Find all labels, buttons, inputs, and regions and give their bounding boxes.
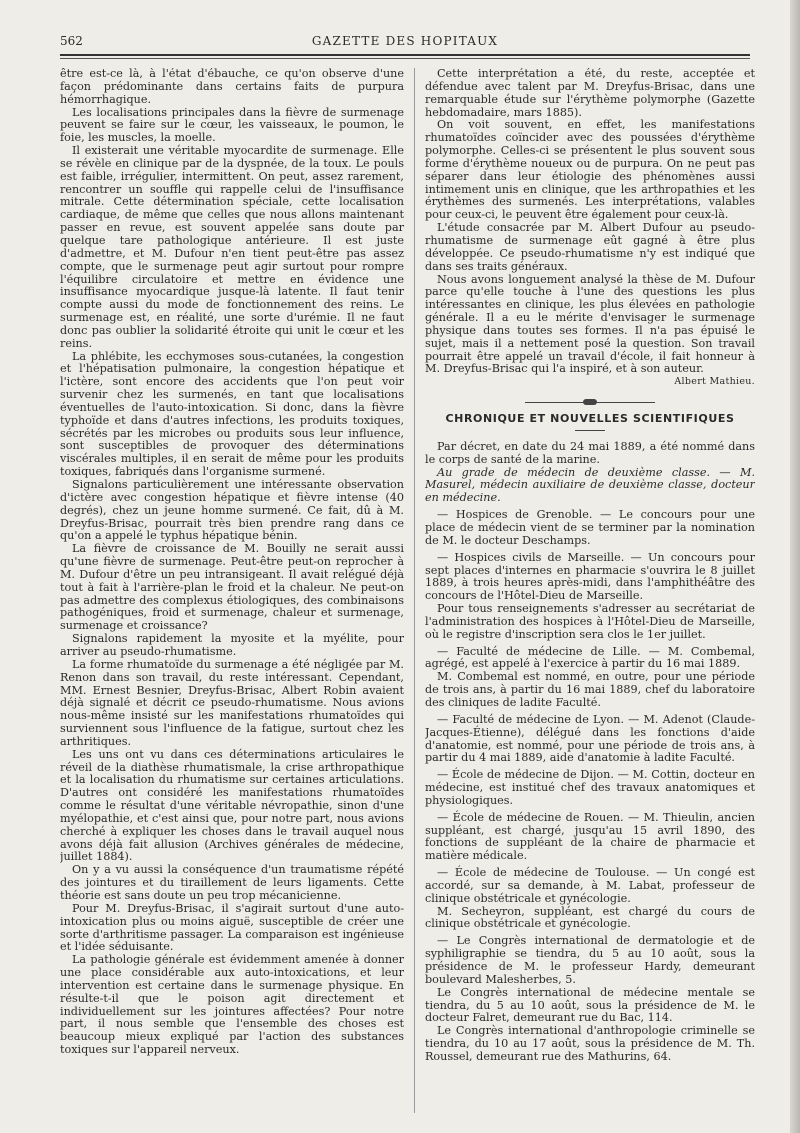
news-item: Au grade de médecin de deuxième classe. — M. Masurel, médecin auxiliaire de deuxième classe, docteur en médecine. — [425, 465, 755, 505]
paragraph: La fièvre de croissance de M. Bouilly ne serait aussi qu'une fièvre de surmenage. Peut-être peut-on reprocher à M. Dufour d'être un peu intransigeant. Il avait relégué déjà tout à fait à l'arrière-plan le froid et la chaleur. Ne peut-on pas admettre des complexus étiologiques, des combinaisons pathogéniques, froid et surmenage, chaleur et surmenage, surmenage et croissance? — [60, 542, 404, 633]
title-underline — [575, 430, 605, 431]
paragraph: Nous avons longuement analysé la thèse de M. Dufour parce qu'elle touche à l'une des questions les plus intéressantes en clinique, les plus élevées en pathologie générale. Il a eu le mérite d'envisager le surmenage physique dans toutes ses formes. Il n'a pas épuisé le sujet, mais il a nettement posé la question. Son travail pourrait être appelé un travail d'école, il fait honneur à M. Dreyfus-Brisac qui l'a inspiré, et à son auteur. — [425, 272, 755, 376]
paragraph: On y a vu aussi la conséquence d'un traumatisme répété des jointures et du tiraillement de leurs ligaments. Cette théorie est sans doute un peu trop mécanicienne. — [60, 863, 404, 902]
paragraph: L'étude consacrée par M. Albert Dufour au pseudo-rhumatisme de surmenage eût gagné à être plus développée. Ce pseudo-rhumatisme n'y est indiqué que dans ses traits généraux. — [425, 221, 755, 273]
journal-title: GAZETTE DES HOPITAUX — [311, 34, 499, 48]
column-divider — [414, 68, 415, 1113]
news-item: — Faculté de médecine de Lille. — M. Combemal, agrégé, est appelé à l'exercice à partir du 16 mai 1889. — [425, 644, 755, 671]
paragraph: Signalons particulièrement une intéressante observation d'ictère avec congestion hépatique et fièvre intense (40 degrés), chez un jeune homme surmené. Ce fait, dû à M. Dreyfus-Brisac, pourrait très bien prendre rang dans ce qu'on a appelé le typhus hépatique bénin. — [60, 478, 404, 543]
header-rule-thin — [60, 58, 750, 59]
news-item: — Hospices civils de Marseille. — Un concours pour sept places d'internes en pharmacie s'ouvrira le 8 juillet 1889, à trois heures après-midi, dans l'amphithéâtre des concours de l'Hôtel-Dieu de Marseille. — [425, 550, 755, 603]
page-edge — [790, 0, 800, 1133]
paragraph: On voit souvent, en effet, les manifestations rhumatoïdes coïncider avec des poussées d'érythème polymorphe. Celles-ci se présentent le plus souvent sous forme d'érythème noueux ou de purpura. On ne peut pas séparer dans leur étiologie des phénomènes aussi intimement unis en clinique, que les arthropathies et les érythèmes des surmenés. Les interprétations, valables pour ceux-ci, le peuvent être également pour ceux-là. — [425, 118, 755, 222]
header-rule — [60, 54, 750, 56]
paragraph: être est-ce là, à l'état d'ébauche, ce qu'on observe d'une façon prédominante dans certains faits de purpura hémorrhagique. — [60, 68, 404, 106]
left-column — [60, 68, 404, 1118]
paragraph: Signalons rapidement la myosite et la myélite, pour arriver au pseudo-rhumatisme. — [60, 632, 404, 658]
page-number: 562 — [60, 34, 83, 48]
paragraph: Les localisations principales dans la fièvre de surmenage peuvent se faire sur le cœur, les vaisseaux, le poumon, le foie, les muscles, la moelle. — [60, 105, 404, 145]
news-item: — Hospices de Grenoble. — Le concours pour une place de médecin vient de se terminer par la nomination de M. le docteur Deschamps. — [425, 508, 755, 547]
news-item: — École de médecine de Toulouse. — Un congé est accordé, sur sa demande, à M. Labat, professeur de clinique obstétricale et gynécologie. — [425, 866, 755, 905]
paragraph: La pathologie générale est évidemment amenée à donner une place considérable aux auto-intoxications, et leur intervention est certaine dans le surmenage physique. En résulte-t-il que le poison agit directement et individuellement sur les jointures affectées? Pour notre part, il nous semble que l'ensemble des choses est beaucoup mieux expliqué par l'action des substances toxiques sur l'appareil nerveux. — [60, 953, 404, 1057]
paragraph: Il existerait une véritable myocardite de surmenage. Elle se révèle en clinique par de la dyspnée, de la toux. Le pouls est faible, irrégulier, intermittent. On peut, assez rarement, rencontrer un souffle qui rappelle celui de l'insuffisance mitrale. Cette détermination spéciale, cette localisation cardiaque, de même que celles que nous allons maintenant passer en revue, est souvent appelée sans doute par quelque tare pathologique antérieure. Il est juste d'admettre, et M. Dufour n'en tient peut-être pas assez compte, que le surmenage peut agir surtout pour rompre l'équilibre circulatoire et mettre en évidence une insuffisance myocardique jusque-là latente. Il faut tenir compte aussi du mode de fonctionnement des reins. Le surmenage est, en réalité, une sorte d'urémie. Il ne faut donc pas oublier la solidarité étroite qui unit le cœur et les reins. — [60, 144, 404, 350]
news-item: — Le Congrès international de dermatologie et de syphiligraphie se tiendra, du 5 au 10 août, sous la présidence de M. le professeur Hardy, demeurant boulevard Malesherbes, 5. — [425, 934, 755, 986]
section-ornament — [525, 399, 655, 405]
news-item: Le Congrès international de médecine mentale se tiendra, du 5 au 10 août, sous la présidence de M. le docteur Falret, demeurant rue du Bac, 114. — [425, 985, 755, 1025]
paragraph: Pour M. Dreyfus-Brisac, il s'agirait surtout d'une auto-intoxication plus ou moins aiguë, susceptible de créer une sorte d'arthritisme passager. La comparaison est ingénieuse et l'idée séduisante. — [60, 901, 404, 954]
paragraph: Les uns ont vu dans ces déterminations articulaires le réveil de la diathèse rhumatismale, la crise arthropathique et la localisation du rhumatisme sur certaines articulations. D'autres ont considéré les manifestations rhumatoïdes comme le résultat d'une véritable névropathie, sinon d'une myélopathie, et c'est ainsi que, pour notre part, nous avions cherché à expliquer les choses dans le travail auquel nous avons déjà fait allusion (Archives générales de médecine, juillet 1884). — [60, 747, 404, 864]
news-item: — École de médecine de Dijon. — M. Cottin, docteur en médecine, est institué chef des travaux anatomiques et physiologiques. — [425, 768, 755, 807]
news-item: M. Combemal est nommé, en outre, pour une période de trois ans, à partir du 16 mai 1889, chef du laboratoire des cliniques de ladite Faculté. — [425, 670, 755, 709]
page-header — [60, 32, 750, 52]
section-title: CHRONIQUE ET NOUVELLES SCIENTIFIQUES — [445, 412, 735, 426]
news-item: — Faculté de médecine de Lyon. — M. Adenot (Claude-Jacques-Étienne), délégué dans les fonctions d'aide d'anatomie, est nommé, pour une période de trois ans, à partir du 4 mai 1889, aide d'anatomie à ladite Faculté. — [425, 712, 755, 765]
news-item: — École de médecine de Rouen. — M. Thieulin, ancien suppléant, est chargé, jusqu'au 15 avril 1890, des fonctions de suppléant de la chaire de pharmacie et matière médicale. — [425, 810, 755, 863]
paragraph: La forme rhumatoïde du surmenage a été négligée par M. Renon dans son travail, du reste intéressant. Cependant, MM. Ernest Besnier, Dreyfus-Brisac, Albert Robin avaient déjà signalé et décrit ce pseudo-rhumatisme. Nous avions nous-même insisté sur les manifestations rhumatoïdes qui surviennent sous l'influence de la fatigue, surtout chez les arthritiques. — [60, 657, 404, 748]
news-item: Le Congrès international d'anthropologie criminelle se tiendra, du 10 au 17 août, sous la présidence de M. Th. Roussel, demeurant rue des Mathurins, 64. — [425, 1024, 755, 1063]
right-column — [425, 68, 755, 1118]
author-signature: Albert Mathieu. — [674, 376, 755, 388]
news-item: Par décret, en date du 24 mai 1889, a été nommé dans le corps de santé de la marine. — [425, 439, 755, 466]
paragraph: La phlébite, les ecchymoses sous-cutanées, la congestion et l'hépatisation pulmonaire, la congestion hépatique et l'ictère, sont encore des accidents que l'on peut voir survenir chez les surmenés, en tant que localisations éventuelles de l'auto-intoxication. Si donc, dans la fièvre typhoïde et dans d'autres infections, les produits toxiques, sécrétés par les microbes ou produits sous leur influence, sont susceptibles de provoquer des déterminations viscérales multiples, il en serait de même pour les produits toxiques, fabriqués dans l'organisme surmené. — [60, 349, 404, 479]
news-item: M. Secheyron, suppléant, est chargé du cours de clinique obstétricale et gynécologie. — [425, 904, 755, 931]
paragraph: Cette interprétation a été, du reste, acceptée et défendue avec talent par M. Dreyfus-Brisac, dans une remarquable étude sur l'érythème polymorphe (Gazette hebdomadaire, mars 1885). — [425, 68, 755, 119]
news-item: Pour tous renseignements s'adresser au secrétariat de l'administration des hospices à l'Hôtel-Dieu de Marseille, où le registre d'inscription sera clos le 1er juillet. — [425, 602, 755, 641]
